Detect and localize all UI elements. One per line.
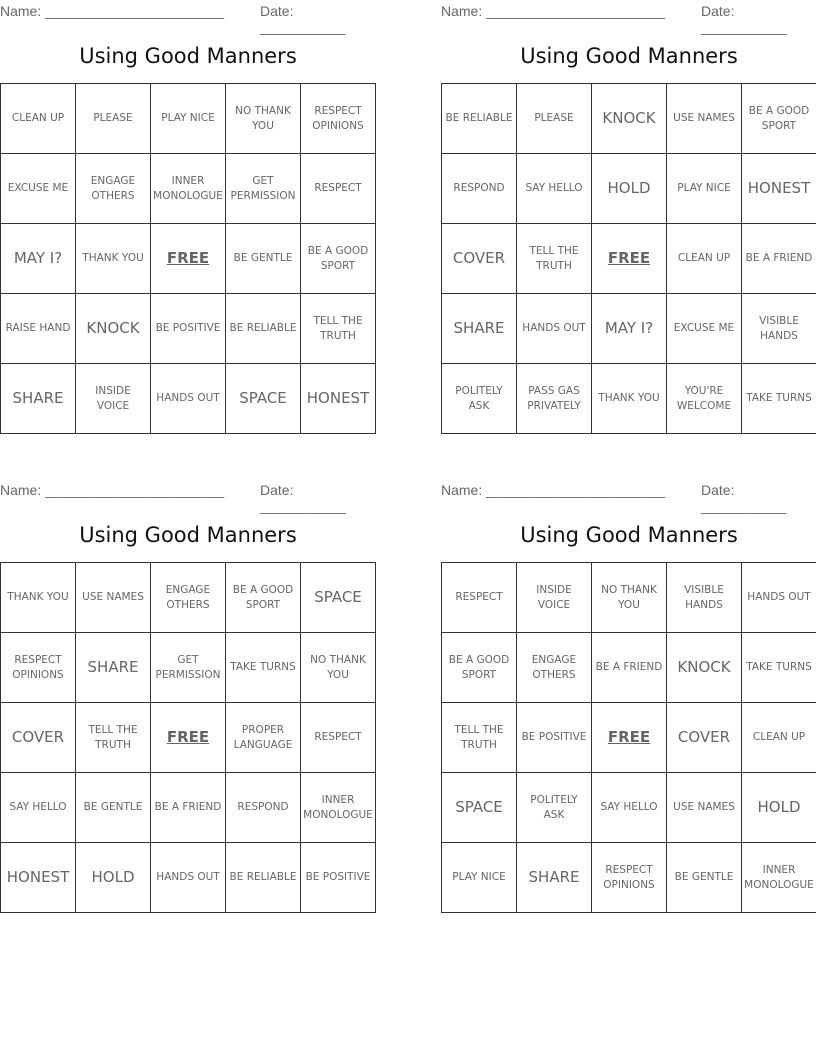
bingo-cell: BE A GOOD SPORT [742,84,816,154]
bingo-cell: VISIBLE HANDS [742,294,816,364]
bingo-cell: TELL THE TRUTH [517,224,592,294]
bingo-cell: NO THANK YOU [226,84,301,154]
bingo-cell: BE A GOOD SPORT [226,563,301,633]
free-space-cell: FREE [151,703,226,773]
bingo-cell: PLAY NICE [442,843,517,913]
bingo-cell: BE RELIABLE [442,84,517,154]
date-field-label: Date: ___________ [260,482,346,514]
bingo-cell: RESPECT [301,154,376,224]
bingo-cell: COVER [1,703,76,773]
bingo-cell: RESPECT OPINIONS [592,843,667,913]
bingo-cell: PLAY NICE [667,154,742,224]
bingo-cell: SHARE [517,843,592,913]
bingo-cell: KNOCK [76,294,151,364]
bingo-grid [0,83,376,434]
bingo-cell: POLITELY ASK [442,364,517,434]
bingo-cell: SAY HELLO [517,154,592,224]
bingo-cell: SHARE [442,294,517,364]
bingo-cell: HANDS OUT [151,843,226,913]
bingo-cell: ENGAGE OTHERS [76,154,151,224]
bingo-cell: CLEAN UP [1,84,76,154]
bingo-cell: THANK YOU [1,563,76,633]
bingo-card [441,479,816,913]
bingo-cell: BE GENTLE [667,843,742,913]
bingo-cell: GET PERMISSION [151,633,226,703]
name-field-label: Name: _______________________ [441,3,666,19]
bingo-cell: NO THANK YOU [301,633,376,703]
bingo-cell: ENGAGE OTHERS [517,633,592,703]
bingo-cell: PASS GAS PRIVATELY [517,364,592,434]
date-field-label: Date: ___________ [701,482,787,514]
bingo-cell: USE NAMES [76,563,151,633]
bingo-cell: RAISE HAND [1,294,76,364]
name-field-label: Name: _______________________ [0,3,225,19]
bingo-cell: HANDS OUT [517,294,592,364]
name-field-label: Name: _______________________ [441,482,666,498]
bingo-cell: EXCUSE ME [1,154,76,224]
card-header [441,0,816,35]
bingo-cell: EXCUSE ME [667,294,742,364]
bingo-grid [0,562,376,913]
bingo-cell: BE A FRIEND [742,224,816,294]
bingo-cell: BE GENTLE [226,224,301,294]
bingo-cell: TELL THE TRUTH [442,703,517,773]
bingo-cell: INNER MONOLOGUE [151,154,226,224]
bingo-cell: NO THANK YOU [592,563,667,633]
bingo-cell: TAKE TURNS [742,633,816,703]
bingo-card [0,0,376,434]
bingo-cell: YOU'RE WELCOME [667,364,742,434]
bingo-cell: SHARE [76,633,151,703]
bingo-cell: THANK YOU [592,364,667,434]
bingo-cell: KNOCK [667,633,742,703]
card-header [441,479,816,514]
card-title: Using Good Manners [79,44,297,68]
bingo-cell: HOLD [76,843,151,913]
bingo-cell: SHARE [1,364,76,434]
card-header [0,479,376,514]
bingo-cell: SPACE [226,364,301,434]
card-title: Using Good Manners [79,523,297,547]
bingo-cell: BE POSITIVE [517,703,592,773]
bingo-cell: CLEAN UP [667,224,742,294]
date-field-label: Date: ___________ [701,3,787,35]
bingo-cell: COVER [667,703,742,773]
bingo-card [0,479,376,913]
bingo-cell: KNOCK [592,84,667,154]
bingo-cell: MAY I? [592,294,667,364]
bingo-cell: SAY HELLO [592,773,667,843]
bingo-cell: SPACE [301,563,376,633]
bingo-cell: USE NAMES [667,773,742,843]
bingo-cell: HANDS OUT [742,563,816,633]
bingo-cell: BE A GOOD SPORT [301,224,376,294]
bingo-cell: INSIDE VOICE [76,364,151,434]
bingo-cell: BE POSITIVE [151,294,226,364]
bingo-cell: PLAY NICE [151,84,226,154]
bingo-cell: RESPECT [442,563,517,633]
bingo-cell: PLEASE [517,84,592,154]
free-space-cell: FREE [592,703,667,773]
bingo-cell: CLEAN UP [742,703,816,773]
bingo-grid [441,562,816,913]
bingo-grid [441,83,816,434]
bingo-cell: GET PERMISSION [226,154,301,224]
bingo-cell: INSIDE VOICE [517,563,592,633]
bingo-cell: MAY I? [1,224,76,294]
bingo-cell: RESPECT [301,703,376,773]
card-title: Using Good Manners [520,523,738,547]
name-field-label: Name: _______________________ [0,482,225,498]
bingo-cell: BE RELIABLE [226,294,301,364]
bingo-cell: HONEST [301,364,376,434]
bingo-cell: THANK YOU [76,224,151,294]
card-header [0,0,376,35]
bingo-cell: TAKE TURNS [742,364,816,434]
bingo-cell: RESPOND [226,773,301,843]
bingo-cell: COVER [442,224,517,294]
bingo-cell: VISIBLE HANDS [667,563,742,633]
bingo-cell: TAKE TURNS [226,633,301,703]
bingo-cell: BE A FRIEND [151,773,226,843]
bingo-cell: PROPER LANGUAGE [226,703,301,773]
free-space-cell: FREE [151,224,226,294]
bingo-cell: HONEST [1,843,76,913]
bingo-cell: SAY HELLO [1,773,76,843]
bingo-cell: TELL THE TRUTH [301,294,376,364]
date-field-label: Date: ___________ [260,3,346,35]
bingo-cell: BE GENTLE [76,773,151,843]
free-space-cell: FREE [592,224,667,294]
bingo-cell: RESPECT OPINIONS [1,633,76,703]
bingo-cell: SPACE [442,773,517,843]
bingo-cell: INNER MONOLOGUE [301,773,376,843]
bingo-cell: RESPOND [442,154,517,224]
bingo-cell: BE RELIABLE [226,843,301,913]
bingo-cell: HOLD [742,773,816,843]
bingo-cell: HONEST [742,154,816,224]
bingo-cell: PLEASE [76,84,151,154]
bingo-cell: BE A GOOD SPORT [442,633,517,703]
bingo-cell: TELL THE TRUTH [76,703,151,773]
bingo-cell: BE A FRIEND [592,633,667,703]
bingo-card [441,0,816,434]
bingo-cell: USE NAMES [667,84,742,154]
bingo-cell: HOLD [592,154,667,224]
bingo-cell: BE POSITIVE [301,843,376,913]
bingo-cell: POLITELY ASK [517,773,592,843]
card-title: Using Good Manners [520,44,738,68]
bingo-cell: HANDS OUT [151,364,226,434]
bingo-cell: RESPECT OPINIONS [301,84,376,154]
bingo-cell: ENGAGE OTHERS [151,563,226,633]
bingo-cell: INNER MONOLOGUE [742,843,816,913]
